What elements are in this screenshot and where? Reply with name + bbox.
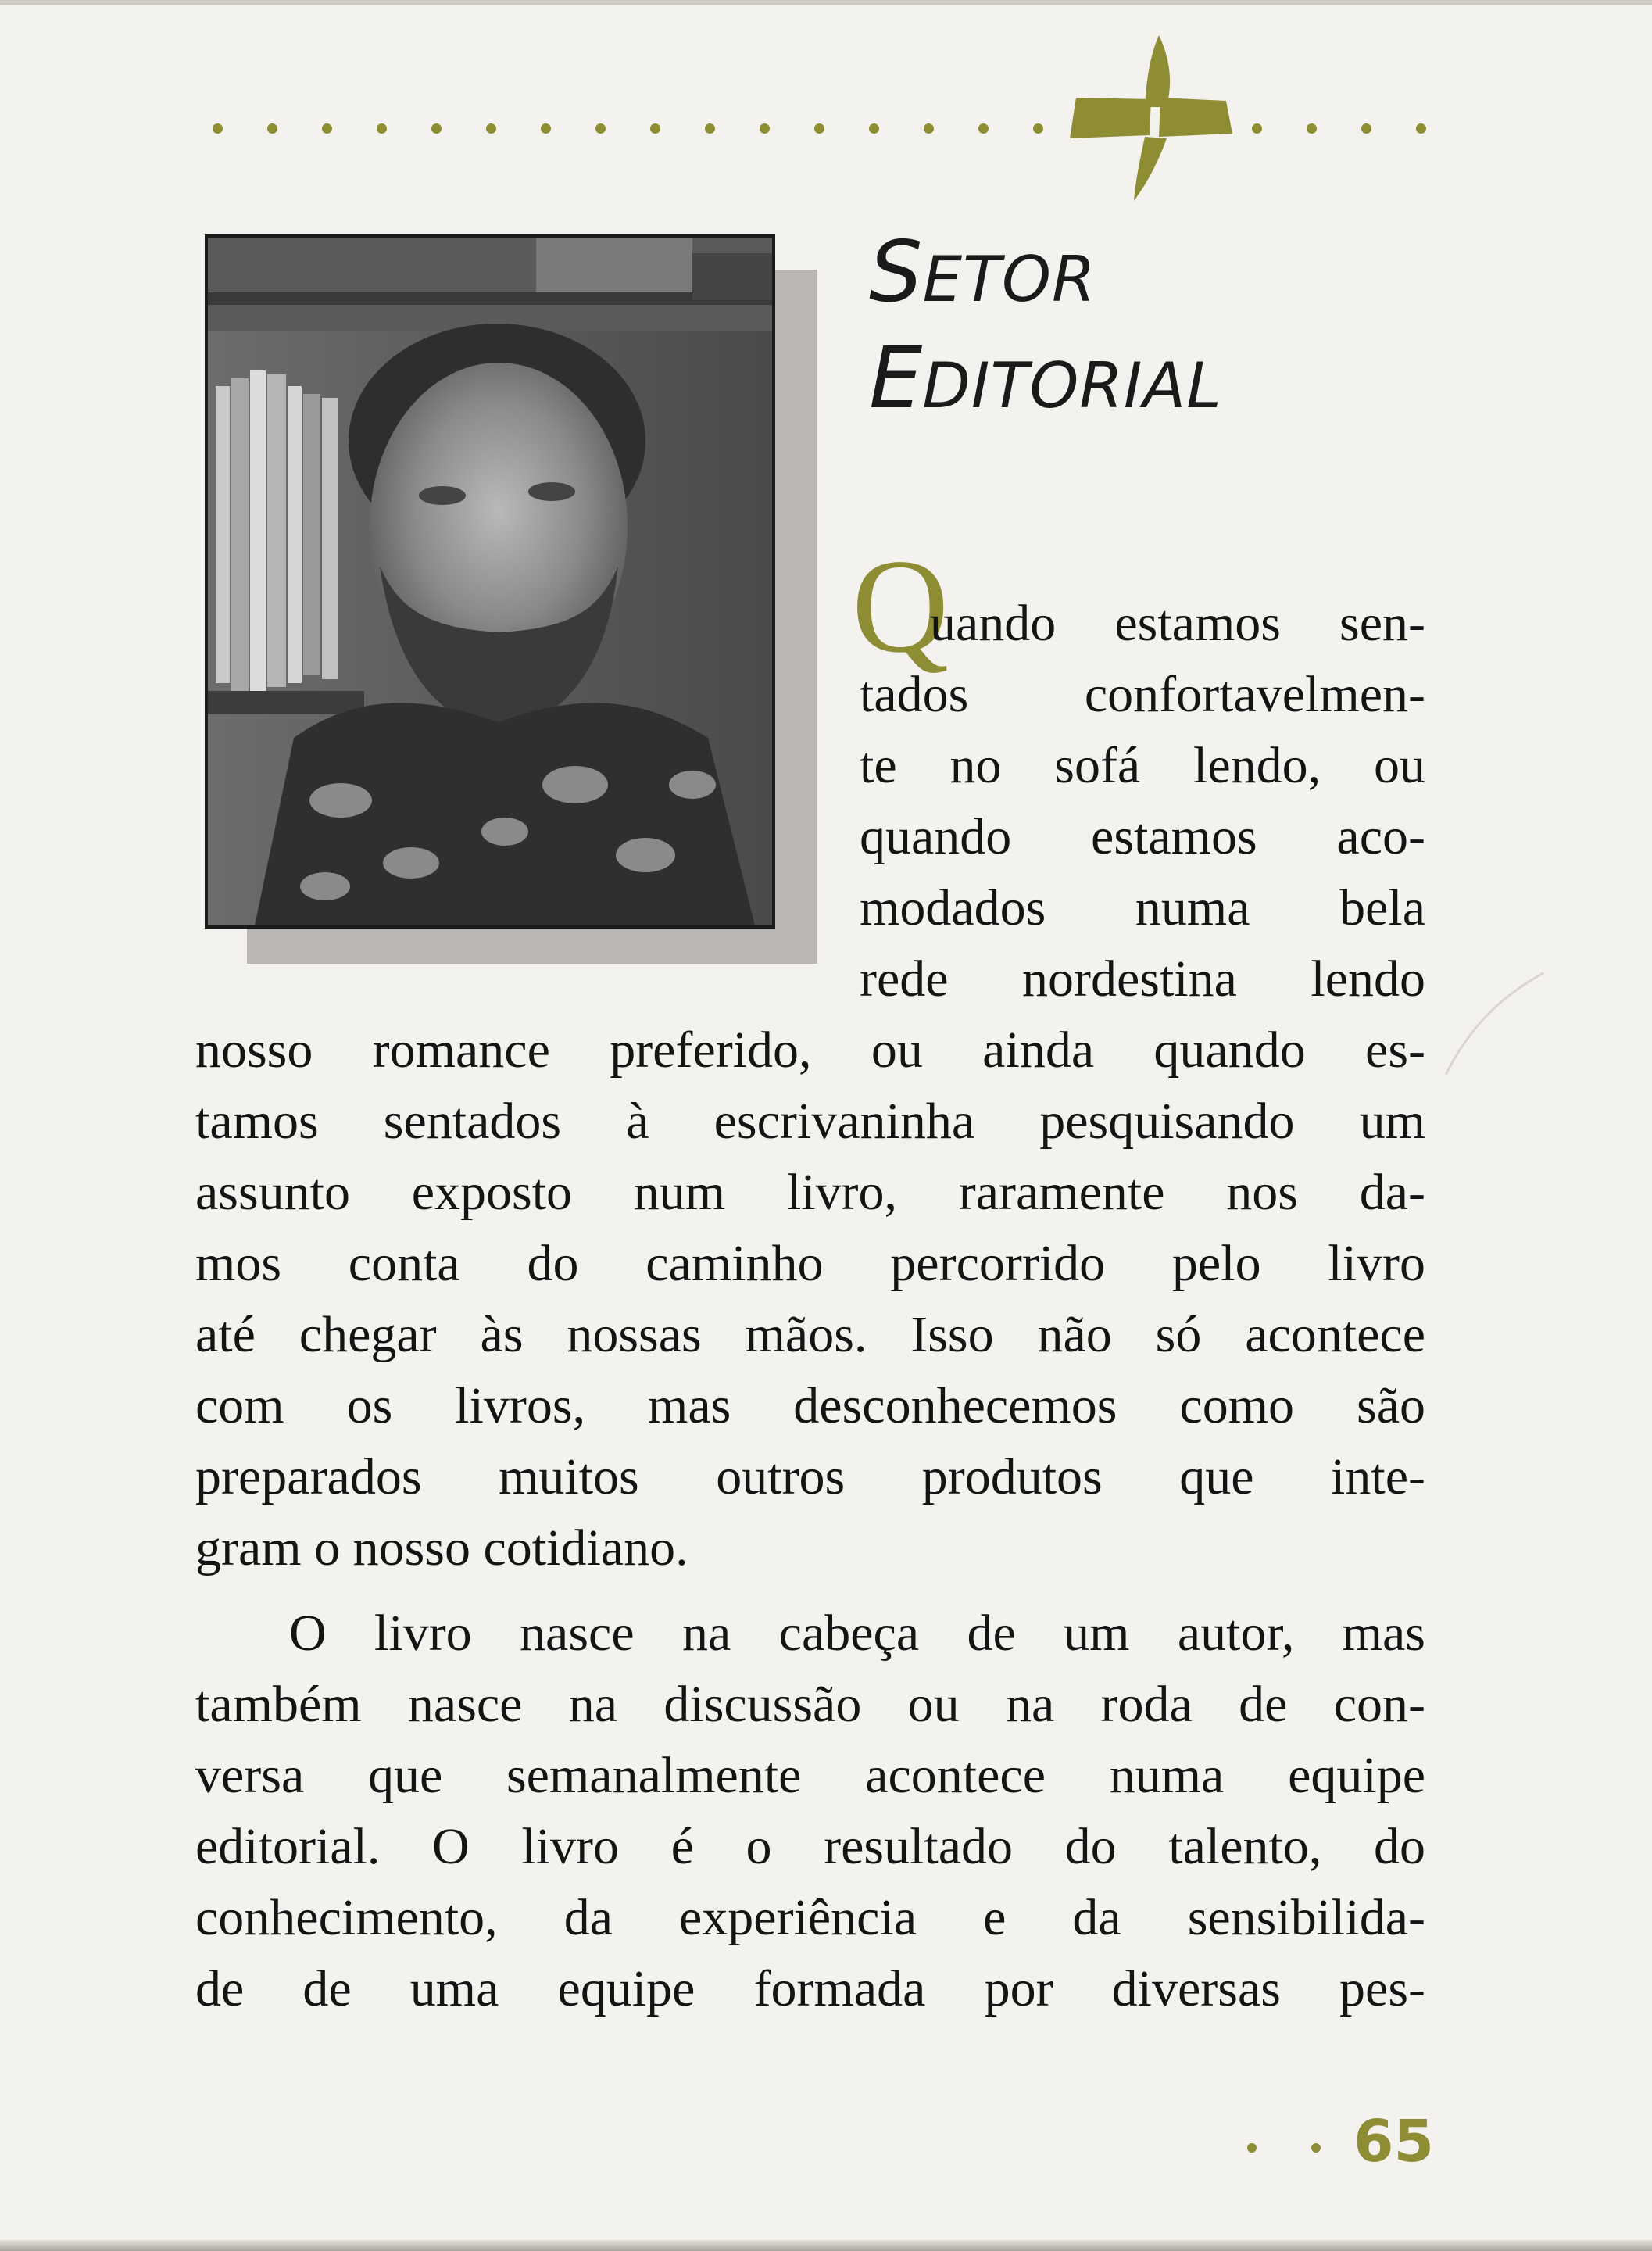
footer-dot [1311, 2143, 1321, 2153]
page-scratch-mark [1438, 957, 1547, 1083]
rule-dot [760, 123, 770, 134]
rule-dot [322, 123, 332, 134]
body-line: nosso romance preferido, ou ainda quando es- [195, 1022, 1425, 1079]
rule-dot [814, 123, 824, 134]
rule-dot [650, 123, 660, 134]
body-line: também nasce na discussão ou na roda de con- [195, 1676, 1425, 1733]
rule-dot [431, 123, 442, 134]
body-line: rede nordestina lendo [860, 950, 1425, 1007]
rule-dot [541, 123, 551, 134]
body-line: quando estamos aco- [860, 808, 1425, 865]
rule-dot [869, 123, 879, 134]
body-line: mos conta do caminho percorrido pelo livro [195, 1235, 1425, 1292]
body-line: O livro nasce na cabeça de um autor, mas [289, 1605, 1425, 1662]
title-line-2: EDITORIAL [869, 330, 1222, 428]
page-top-edge [0, 0, 1652, 5]
drop-cap: Q [852, 532, 949, 681]
body-line: versa que semanalmente acontece numa equipe [195, 1747, 1425, 1804]
olive-leaf-cross-icon [1067, 35, 1237, 203]
rule-dot [978, 123, 989, 134]
portrait-photo [205, 234, 775, 929]
rule-dot [924, 123, 934, 134]
rule-dot [1033, 123, 1043, 134]
body-line: com os livros, mas desconhecemos como são [195, 1377, 1425, 1434]
rule-dot [267, 123, 277, 134]
rule-dot [595, 123, 606, 134]
body-line: gram o nosso cotidiano. [195, 1519, 688, 1576]
body-line: tados confortavelmen- [860, 666, 1425, 723]
page-bottom-edge [0, 2240, 1652, 2251]
body-line: tamos sentados à escrivaninha pesquisando um [195, 1093, 1425, 1150]
body-line: te no sofá lendo, ou [860, 737, 1425, 794]
body-line: conhecimento, da experiência e da sensibilida- [195, 1889, 1425, 1946]
rule-dot [705, 123, 715, 134]
body-line: até chegar às nossas mãos. Isso não só acontece [195, 1306, 1425, 1363]
rule-dot [486, 123, 496, 134]
rule-dot [1307, 123, 1317, 134]
body-line: de de uma equipe formada por diversas pes- [195, 1960, 1425, 2017]
rule-dot [213, 123, 223, 134]
rule-dot [1416, 123, 1426, 134]
portrait-image [208, 238, 772, 925]
rule-dot [377, 123, 387, 134]
body-line: assunto exposto num livro, raramente nos da- [195, 1164, 1425, 1221]
page-number: 65 [1353, 2108, 1434, 2175]
rule-dot [1252, 123, 1262, 134]
dotted-rule [213, 123, 1424, 134]
page-footer [1243, 2108, 1434, 2175]
body-line: editorial. O livro é o resultado do talento, do [195, 1818, 1425, 1875]
footer-dot [1247, 2143, 1257, 2153]
body-line: preparados muitos outros produtos que inte- [195, 1448, 1425, 1505]
body-line: uando estamos sen- [930, 595, 1425, 652]
rule-dot [1361, 123, 1371, 134]
title-line-1: SETOR [869, 224, 1096, 321]
body-line: modados numa bela [860, 879, 1425, 936]
section-title [869, 224, 1222, 428]
